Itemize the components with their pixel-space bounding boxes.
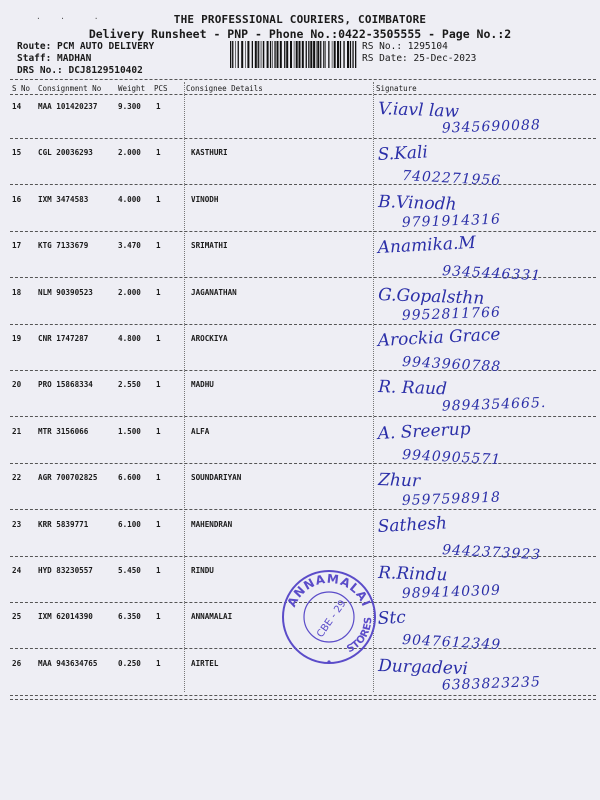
row-consignment: IXM 3474583 [38, 194, 89, 204]
signature-name: Anamika.M [377, 233, 477, 259]
signature-phone: 9047612349 [401, 632, 502, 654]
stamp-top-text: ANNAMALAI [284, 571, 374, 610]
row-weight: 3.470 [118, 241, 141, 251]
row-consignment: KRR 5839771 [38, 519, 89, 529]
barcode-bar [320, 41, 321, 68]
barcode-bar [343, 41, 344, 68]
barcode-bar [340, 41, 341, 68]
barcode-bar [323, 41, 324, 68]
row-pcs: 1 [156, 148, 161, 158]
row-consignee: MAHENDRAN [191, 519, 233, 529]
barcode [230, 41, 358, 68]
signature-name: G.Gopalsthn [377, 284, 485, 309]
row-consignee: AROCKIYA [191, 334, 228, 343]
signature-phone: 9943960788 [401, 354, 502, 376]
signature-name: R. Raud [377, 377, 448, 400]
row-consignee: VINODH [191, 194, 219, 204]
row-pcs: 1 [156, 426, 161, 436]
row-sno: 18 [12, 287, 22, 297]
row-consignment: AGR 700702825 [38, 473, 98, 483]
barcode-bar [347, 41, 349, 68]
barcode-bar [332, 41, 333, 68]
barcode-bar [238, 41, 239, 68]
signature-name: Stc [377, 607, 407, 630]
row-sno: 16 [12, 194, 22, 204]
row-consignment: PRO 15868334 [38, 380, 93, 390]
barcode-bar [277, 41, 279, 68]
row-consignment: IXM 62014390 [38, 612, 93, 622]
barcode-bar [302, 41, 304, 68]
row-weight: 2.000 [118, 287, 141, 297]
header-rule [10, 79, 596, 80]
signature-phone: 9940905571 [401, 446, 502, 468]
barcode-bar [230, 41, 231, 68]
barcode-bar [352, 41, 353, 68]
barcode-bar [252, 41, 253, 68]
barcode-bar [316, 41, 317, 68]
row-consignment: CGL 20036293 [38, 148, 93, 158]
row-sno: 25 [12, 612, 22, 622]
barcode-bar [355, 41, 356, 68]
stamp-middle-text: CBE - 29 [315, 598, 349, 640]
store-stamp [279, 567, 379, 667]
barcode-bar [258, 41, 259, 68]
barcode-bar [310, 41, 312, 68]
row-pcs: 1 [156, 287, 161, 297]
handwritten-signature [372, 649, 592, 729]
route-label: Route: PCM AUTO DELIVERY [17, 41, 155, 52]
row-weight: 1.500 [118, 426, 141, 436]
signature-phone: 9894140309 [401, 582, 502, 602]
barcode-bar [328, 41, 329, 68]
signature-phone: 9345446331 [441, 263, 542, 285]
row-weight: 6.100 [118, 519, 141, 529]
col-weight: Weight [118, 84, 146, 93]
barcode-bar [263, 41, 264, 68]
barcode-bar [296, 41, 298, 68]
barcode-bar [280, 41, 282, 68]
row-consignment: CNR 1747287 [38, 334, 89, 343]
row-consignee: KASTHURI [191, 148, 228, 158]
row-pcs: 1 [156, 380, 161, 390]
barcode-bar [241, 41, 243, 68]
barcode-bar [272, 41, 273, 68]
barcode-bar [313, 41, 315, 68]
signature-phone: 9442373923 [441, 541, 542, 563]
signature-name: R.Rindu [377, 563, 448, 586]
barcode-bar [308, 41, 309, 68]
signature-name: Arockia Grace [377, 324, 501, 351]
signature-phone: 7402271956 [401, 168, 502, 190]
row-sno: 21 [12, 426, 22, 436]
barcode-bar [247, 41, 249, 68]
row-consignee: JAGANATHAN [191, 287, 237, 297]
barcode-bar [317, 41, 319, 68]
signature-name: Zhur [377, 470, 421, 492]
row-pcs: 1 [156, 334, 161, 343]
runsheet-heading: Delivery Runsheet - PNP - Phone No.:0422-3505555 - Page No.:2 [88, 27, 512, 41]
row-weight: 6.600 [118, 473, 141, 483]
row-sno: 23 [12, 519, 22, 529]
row-pcs: 1 [156, 566, 161, 575]
signature-name: V.iavl law [377, 99, 460, 122]
col-sno: S No [12, 84, 31, 93]
row-consignee: AIRTEL [191, 658, 219, 668]
row-consignment: MTR 3156066 [38, 426, 89, 436]
row-sno: 22 [12, 473, 22, 483]
barcode-bar [270, 41, 271, 68]
barcode-bar [306, 41, 307, 68]
row-consignment: NLM 90390523 [38, 287, 93, 297]
barcode-bar [235, 41, 236, 68]
row-consignment: MAA 943634765 [38, 658, 98, 668]
row-consignee: RINDU [191, 566, 214, 575]
row-pcs: 1 [156, 194, 161, 204]
row-weight: 4.000 [118, 194, 141, 204]
row-pcs: 1 [156, 102, 161, 111]
signature-phone: 9597598918 [401, 489, 502, 510]
col-signature: Signature [376, 84, 417, 93]
col-consignment: Consignment No [38, 84, 102, 93]
stamp-side-text: STORES [345, 616, 375, 656]
signature-name: S.Kali [377, 142, 429, 166]
barcode-bar [255, 41, 257, 68]
row-weight: 2.000 [118, 148, 141, 158]
scan-dots: · · · [36, 14, 99, 23]
barcode-bar [325, 41, 326, 68]
row-consignee: ANNAMALAI [191, 612, 233, 622]
barcode-bar [245, 41, 246, 68]
barcode-bar [262, 41, 263, 68]
rs-date: RS Date: 25-Dec-2023 [362, 53, 477, 64]
row-weight: 6.350 [118, 612, 141, 622]
column-divider [184, 82, 185, 692]
row-weight: 5.450 [118, 566, 141, 575]
row-weight: 4.800 [118, 334, 141, 343]
row-sno: 20 [12, 380, 22, 390]
signature-phone: 6383823235 [441, 673, 542, 694]
signature-name: B.Vinodh [377, 191, 457, 215]
svg-text:STORES [345, 617, 374, 655]
signature-phone: 9894354665. [441, 395, 547, 415]
row-consignment: HYD 83230557 [38, 566, 93, 575]
barcode-bar [284, 41, 285, 68]
barcode-bar [294, 41, 295, 68]
row-weight: 2.550 [118, 380, 141, 390]
barcode-bar [286, 41, 288, 68]
row-sno: 17 [12, 241, 22, 251]
row-consignment: MAA 101420237 [38, 102, 98, 111]
col-consignee: Consignee Details [186, 84, 263, 93]
row-sno: 14 [12, 102, 22, 111]
signature-name: A. Sreerup [377, 418, 472, 444]
row-consignee: MADHU [191, 380, 214, 390]
barcode-bar [274, 41, 275, 68]
row-sno: 19 [12, 334, 22, 343]
signature-phone: 9952811766 [401, 304, 502, 324]
row-pcs: 1 [156, 519, 161, 529]
row-pcs: 1 [156, 612, 161, 622]
barcode-bar [350, 41, 351, 68]
company-title: THE PROFESSIONAL COURIERS, COIMBATORE [173, 13, 427, 26]
barcode-bar [260, 41, 261, 68]
row-weight: 9.300 [118, 102, 141, 111]
barcode-bar [337, 41, 339, 68]
staff-label: Staff: MADHAN [17, 53, 92, 64]
row-pcs: 1 [156, 241, 161, 251]
row-consignment: KTG 7133679 [38, 241, 89, 251]
row-pcs: 1 [156, 658, 161, 668]
col-pcs: PCS [154, 84, 168, 93]
rs-number: RS No.: 1295104 [362, 41, 448, 52]
row-sno: 24 [12, 566, 22, 575]
signature-name: Durgadevi [377, 655, 469, 679]
barcode-bar [334, 41, 336, 68]
signature-phone: 9791914316 [401, 211, 502, 231]
svg-text:ANNAMALAI [285, 572, 374, 610]
row-consignee: SRIMATHI [191, 241, 228, 251]
row-sno: 26 [12, 658, 22, 668]
barcode-bar [299, 41, 301, 68]
row-consignee: ALFA [191, 426, 210, 436]
barcode-bar [290, 41, 292, 68]
row-pcs: 1 [156, 473, 161, 483]
signature-name: Sathesh [377, 512, 448, 537]
row-consignee: SOUNDARIYAN [191, 473, 242, 483]
barcode-bar [267, 41, 269, 68]
row-sno: 15 [12, 148, 22, 158]
drs-number: DRS No.: DCJ8129510402 [17, 65, 143, 76]
row-weight: 0.250 [118, 658, 141, 668]
barcode-bar [232, 41, 233, 68]
signature-phone: 9345690088 [441, 117, 542, 137]
